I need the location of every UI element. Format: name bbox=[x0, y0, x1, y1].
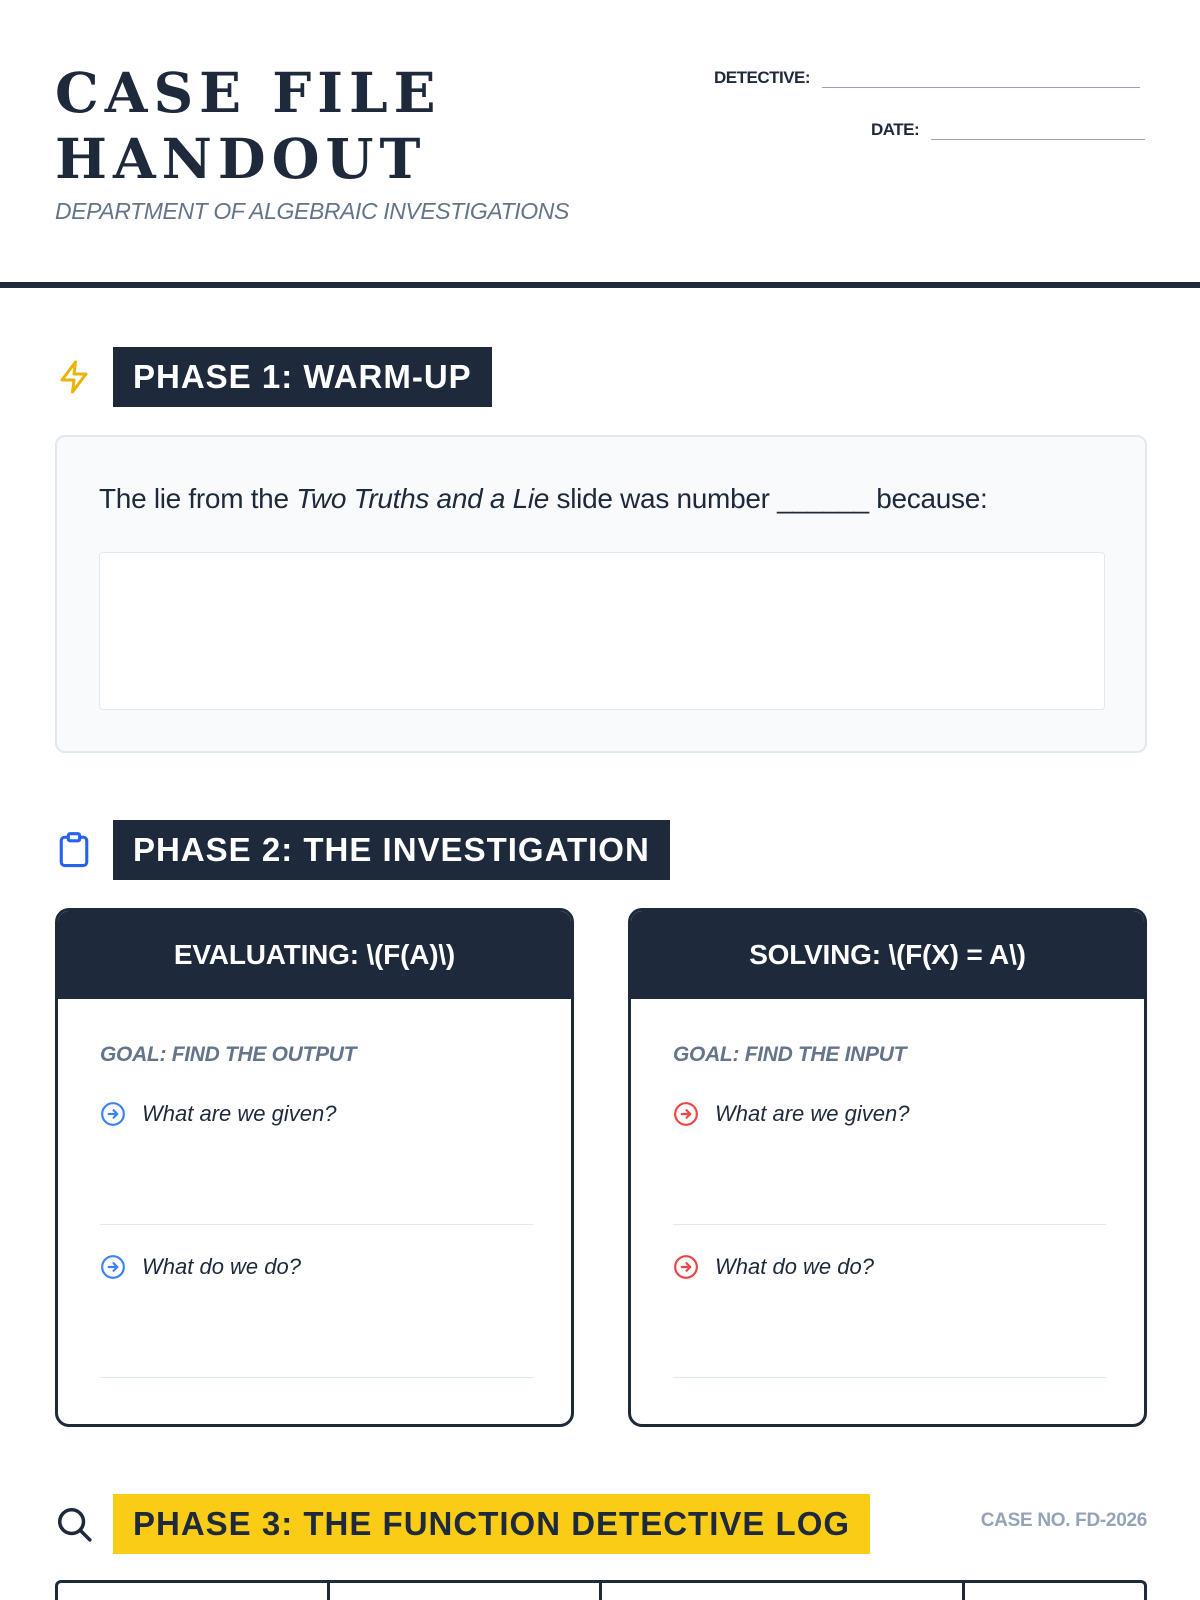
detective-log-table bbox=[55, 1580, 1147, 1600]
prompt-text-italic: Two Truths and a Lie bbox=[296, 483, 550, 514]
department-subtitle: DEPARTMENT OF ALGEBRAIC INVESTIGATIONS bbox=[55, 198, 569, 224]
page-title bbox=[55, 60, 442, 192]
answer-line[interactable] bbox=[100, 1224, 533, 1225]
detective-label: DETECTIVE: bbox=[714, 68, 811, 87]
evaluating-card-title: EVALUATING: \(F(A)\) bbox=[58, 911, 571, 999]
evaluating-card bbox=[55, 908, 574, 1427]
answer-line[interactable] bbox=[100, 1377, 533, 1378]
prompt-text-start: The lie from the bbox=[99, 483, 297, 514]
phase-2-label: PHASE 2: THE INVESTIGATION bbox=[113, 820, 670, 880]
phase-3-label: PHASE 3: THE FUNCTION DETECTIVE LOG bbox=[113, 1494, 870, 1554]
title-line-2: HANDOUT bbox=[55, 126, 427, 191]
answer-line[interactable] bbox=[673, 1224, 1106, 1225]
phase-1-header bbox=[55, 347, 492, 407]
search-icon bbox=[55, 1505, 93, 1543]
evaluating-question-do bbox=[100, 1254, 301, 1280]
evaluating-question-given bbox=[100, 1101, 336, 1127]
warm-up-card bbox=[55, 435, 1147, 753]
log-column bbox=[965, 1583, 1144, 1600]
question-text: What are we given? bbox=[715, 1101, 910, 1126]
solving-question-do bbox=[673, 1254, 874, 1280]
title-line-1: CASE FILE bbox=[55, 60, 442, 125]
arrow-circle-right-icon bbox=[673, 1101, 699, 1127]
solving-goal: GOAL: FIND THE INPUT bbox=[673, 1043, 907, 1066]
solving-card-title: SOLVING: \(F(X) = A\) bbox=[631, 911, 1144, 999]
lightning-bolt-icon bbox=[55, 358, 93, 396]
page-header bbox=[0, 0, 1200, 288]
detective-input-line[interactable] bbox=[822, 64, 1140, 88]
date-field bbox=[871, 116, 1145, 140]
answer-line[interactable] bbox=[673, 1377, 1106, 1378]
phase-3-header bbox=[55, 1494, 870, 1554]
detective-field bbox=[714, 64, 1140, 88]
arrow-circle-right-icon bbox=[673, 1254, 699, 1280]
question-text: What are we given? bbox=[142, 1101, 337, 1126]
phase-2-header bbox=[55, 820, 670, 880]
question-text: What do we do? bbox=[142, 1254, 301, 1279]
phase-1-label: PHASE 1: WARM-UP bbox=[113, 347, 492, 407]
solving-question-given bbox=[673, 1101, 909, 1127]
question-text: What do we do? bbox=[715, 1254, 874, 1279]
warm-up-prompt bbox=[99, 483, 987, 515]
log-column bbox=[330, 1583, 602, 1600]
solving-card bbox=[628, 908, 1147, 1427]
case-number: CASE NO. FD-2026 bbox=[980, 1510, 1147, 1531]
arrow-circle-right-icon bbox=[100, 1101, 126, 1127]
date-label: DATE: bbox=[871, 120, 920, 139]
log-column bbox=[58, 1583, 330, 1600]
prompt-text-end: slide was number ______ because: bbox=[549, 483, 988, 514]
clipboard-icon bbox=[55, 831, 93, 869]
log-column bbox=[602, 1583, 965, 1600]
arrow-circle-right-icon bbox=[100, 1254, 126, 1280]
date-input-line[interactable] bbox=[931, 116, 1145, 140]
evaluating-goal: GOAL: FIND THE OUTPUT bbox=[100, 1043, 357, 1066]
warm-up-answer-box[interactable] bbox=[99, 552, 1105, 710]
